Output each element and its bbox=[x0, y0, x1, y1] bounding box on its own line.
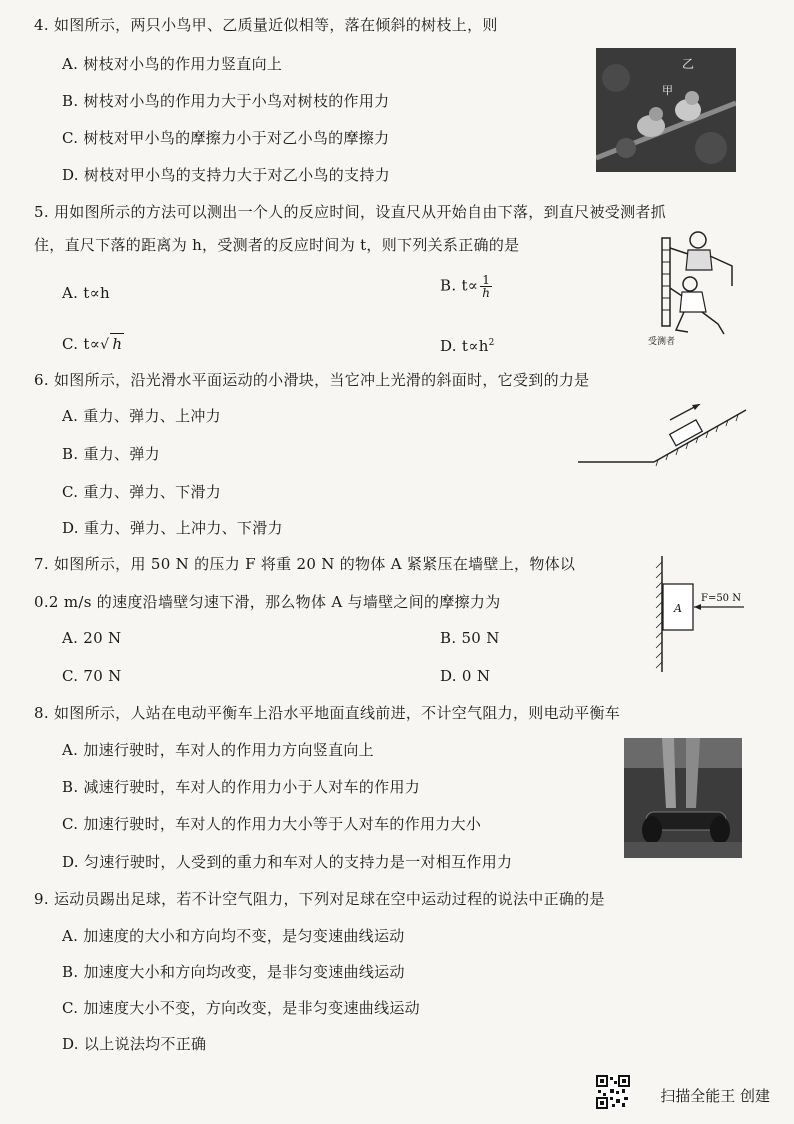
force-label: F=50 N bbox=[701, 593, 741, 604]
q5-stem-line2: 住，直尺下落的距离为 h，受测者的反应时间为 t，则下列关系正确的是 bbox=[34, 236, 520, 254]
q5-option-d-exponent: 2 bbox=[488, 338, 495, 348]
balance-scooter-photo bbox=[624, 738, 742, 858]
q6-option-b: B. 重力、弹力 bbox=[62, 445, 160, 463]
q6-option-c: C. 重力、弹力、下滑力 bbox=[62, 483, 222, 501]
q9-stem: 9. 运动员踢出足球，若不计空气阻力，下列对足球在空中运动过程的说法中正确的是 bbox=[34, 890, 605, 908]
q5-option-b-prefix: B. t∝ bbox=[440, 276, 479, 295]
q5-option-b-fraction bbox=[480, 274, 492, 299]
q8-option-c: C. 加速行驶时，车对人的作用力大小等于人对车的作用力大小 bbox=[62, 815, 482, 833]
fraction-denominator: h bbox=[482, 286, 491, 300]
q9-option-c: C. 加速度大小不变，方向改变，是非匀变速曲线运动 bbox=[62, 999, 420, 1017]
q9-option-a: A. 加速度的大小和方向均不变，是匀变速曲线运动 bbox=[62, 927, 405, 945]
q5-stem-line1: 5. 用如图所示的方法可以测出一个人的反应时间，设直尺从开始自由下落，到直尺被受测者抓 bbox=[34, 203, 666, 221]
q6-option-a: A. 重力、弹力、上冲力 bbox=[62, 407, 221, 425]
subject-label: 受测者 bbox=[648, 337, 676, 346]
q7-stem-line2: 0.2 m/s 的速度沿墙壁匀速下滑，那么物体 A 与墙壁之间的摩擦力为 bbox=[34, 593, 501, 611]
q8-option-b: B. 减速行驶时，车对人的作用力小于人对车的作用力 bbox=[62, 778, 421, 796]
q5-option-d bbox=[440, 333, 495, 356]
bird-label-jia: 甲 bbox=[662, 84, 673, 97]
q8-option-a: A. 加速行驶时，车对人的作用力方向竖直向上 bbox=[62, 741, 374, 759]
q4-option-b: B. 树枝对小鸟的作用力大于小鸟对树枝的作用力 bbox=[62, 92, 390, 110]
q4-option-c: C. 树枝对甲小鸟的摩擦力小于对乙小鸟的摩擦力 bbox=[62, 129, 390, 147]
q5-option-a: A. t∝h bbox=[62, 284, 111, 302]
q4-option-a: A. 树枝对小鸟的作用力竖直向上 bbox=[62, 55, 283, 73]
q5-option-d-prefix: D. t∝h bbox=[440, 337, 489, 355]
q8-stem: 8. 如图所示，人站在电动平衡车上沿水平地面直线前进，不计空气阻力，则电动平衡车 bbox=[34, 704, 621, 722]
q5-option-c: C. t∝√ h bbox=[62, 335, 123, 353]
q8-option-d: D. 匀速行驶时，人受到的重力和车对人的支持力是一对相互作用力 bbox=[62, 853, 513, 871]
q9-option-d: D. 以上说法均不正确 bbox=[62, 1035, 207, 1053]
block-a-label: A bbox=[674, 602, 682, 615]
q4-stem: 4. 如图所示，两只小鸟甲、乙质量近似相等，落在倾斜的树枝上，则 bbox=[34, 16, 498, 34]
q7-option-d: D. 0 N bbox=[440, 667, 491, 685]
q7-option-b: B. 50 N bbox=[440, 629, 500, 647]
q5-option-c-prefix: C. t∝ bbox=[62, 335, 101, 353]
qr-code-icon bbox=[596, 1075, 630, 1109]
reaction-time-figure bbox=[640, 226, 750, 346]
wall-block-figure bbox=[650, 554, 750, 676]
q9-option-b: B. 加速度大小和方向均改变，是非匀变速曲线运动 bbox=[62, 963, 405, 981]
q6-stem: 6. 如图所示，沿光滑水平面运动的小滑块，当它冲上光滑的斜面时，它受到的力是 bbox=[34, 371, 590, 389]
fraction-numerator: 1 bbox=[480, 274, 492, 287]
q5-option-b bbox=[440, 274, 492, 299]
incline-figure bbox=[574, 404, 750, 468]
bird-label-yi: 乙 bbox=[682, 57, 695, 71]
watermark-text: 扫描全能王 创建 bbox=[660, 1087, 770, 1105]
q4-option-d: D. 树枝对甲小鸟的支持力大于对乙小鸟的支持力 bbox=[62, 166, 390, 184]
birds-photo bbox=[596, 48, 736, 172]
q5-option-c-radicand: h bbox=[112, 335, 123, 353]
q7-option-a: A. 20 N bbox=[62, 629, 122, 647]
q7-option-c: C. 70 N bbox=[62, 667, 122, 685]
q6-option-d: D. 重力、弹力、上冲力、下滑力 bbox=[62, 519, 283, 537]
q7-stem-line1: 7. 如图所示，用 50 N 的压力 F 将重 20 N 的物体 A 紧紧压在墙壁上，物体以 bbox=[34, 555, 576, 573]
